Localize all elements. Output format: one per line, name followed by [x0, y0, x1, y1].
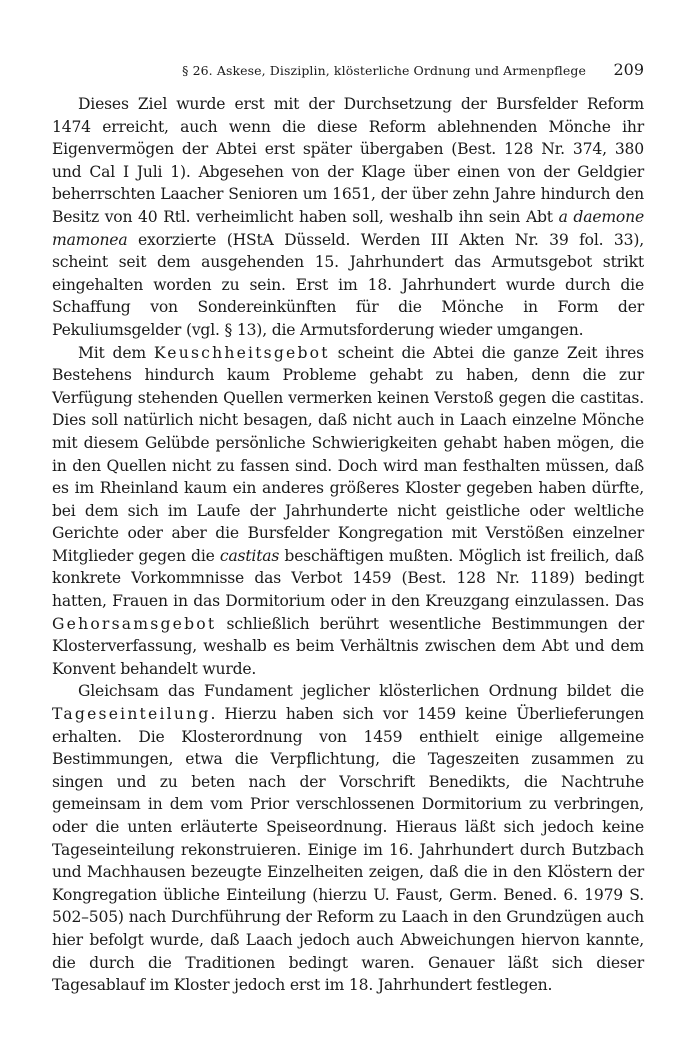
section-title: § 26. Askese, Disziplin, klösterliche Ordnung und Armenpflege	[182, 63, 586, 78]
text-run: Gleichsam das Fundament jeglicher klösterlichen Ordnung bildet die	[78, 682, 644, 701]
italic-phrase: a daemone mamonea	[52, 207, 644, 249]
spaced-term: Keuschheitsgebot	[153, 343, 330, 362]
text-run: Dieses Ziel wurde erst mit der Durchsetzung der Bursfelder Reform 1474 erreicht, auch wenn die diese Reform ablehnenden Mönche ihr Eigenvermögen der Abtei erst später übergaben (Best. 128 Nr. 374, 380 und Cal I Juli 1). Abgesehen von der Klage über einen von der Geldgier beherrschten Laacher Senioren um 1651, der über zehn Jahre hindurch den Besitz von 40 Rtl. verheimlicht haben soll, weshalb ihn sein Abt	[52, 95, 644, 226]
text-run: beschäftigen mußten. Möglich ist freilich, daß konkrete Vorkommnisse das Verbot 1459 (Best. 128 Nr. 1189) bedingt hatten, Frauen in das Dormitorium oder in den Kreuzgang einzulassen. Das	[52, 546, 644, 611]
italic-phrase: castitas	[219, 546, 280, 565]
text-run: exorzierte (HStA Düsseld. Werden III Akten Nr. 39 fol. 33), scheint seit dem ausgehenden 15. Jahrhundert das Armutsgebot strikt eingehalten worden zu sein. Erst im 18. Jahrhundert wurde durch die Schaffung von Sondereinkünften für die Mönche in Form der Pekuliumsgelder (vgl. § 13), die Armutsforderung wieder umgangen.	[52, 230, 644, 339]
running-head	[52, 60, 644, 79]
spaced-term: Gehorsamsgebot	[52, 614, 217, 633]
paragraph-poverty	[52, 93, 644, 342]
page-number: 209	[613, 60, 644, 79]
text-run: Mit dem	[78, 343, 154, 362]
text-run: scheint die Abtei die ganze Zeit ihres Bestehens hindurch kaum Probleme gehabt zu haben, denn die zur Verfügung stehenden Quellen vermerken keinen Verstoß gegen die castitas. Dies soll natürlich nicht besagen, daß nicht auch in Laach einzelne Mönche mit diesem Gelübde persönliche Schwierigkeiten gehabt haben mögen, die in den Quellen nicht zu fassen sind. Doch wird man festhalten müssen, daß es im Rheinland kaum ein anderes größeres Kloster gegeben haben dürfte, bei dem sich im Laufe der Jahrhunderte nicht geistliche oder weltliche Gerichte oder aber die Bursfelder Kongregation mit Verstößen einzelner Mitglieder gegen die	[52, 343, 644, 565]
spaced-term: Tageseinteilung	[52, 705, 211, 724]
text-run: . Hierzu haben sich vor 1459 keine Überlieferungen erhalten. Die Klosterordnung von 1459 enthielt einige allgemeine Bestimmungen, etwa die Verpflichtung, die Tageszeiten zusammen zu singen und zu beten nach der Vorschrift Benedikts, die Nachtruhe gemeinsam in dem vom Prior verschlossenen Dormitorium zu verbringen, oder die unten erläuterte Speiseordnung. Hieraus läßt sich jedoch keine Tageseinteilung rekonstruieren. Einige im 16. Jahrhundert durch Butzbach und Machhausen bezeugte Einzelheiten zeigen, daß die in den Klöstern der Kongregation übliche Einteilung (hierzu U. Faust, Germ. Bened. 6. 1979 S. 502–505) nach Durchführung der Reform zu Laach in den Grundzügen auch hier befolgt wurde, daß Laach jedoch auch Abweichungen hiervon kannte, die durch die Traditionen bedingt waren. Genauer läßt sich dieser Tagesablauf im Kloster jedoch erst im 18. Jahrhundert festlegen.	[52, 705, 644, 995]
paragraph-chastity	[52, 342, 644, 681]
text-run: schließlich berührt wesentliche Bestimmungen der Klosterverfassung, weshalb es beim Verhältnis zwischen dem Abt und dem Konvent behandelt wurde.	[52, 614, 644, 678]
paragraph-daily-schedule	[52, 680, 644, 996]
body-text	[52, 93, 644, 997]
